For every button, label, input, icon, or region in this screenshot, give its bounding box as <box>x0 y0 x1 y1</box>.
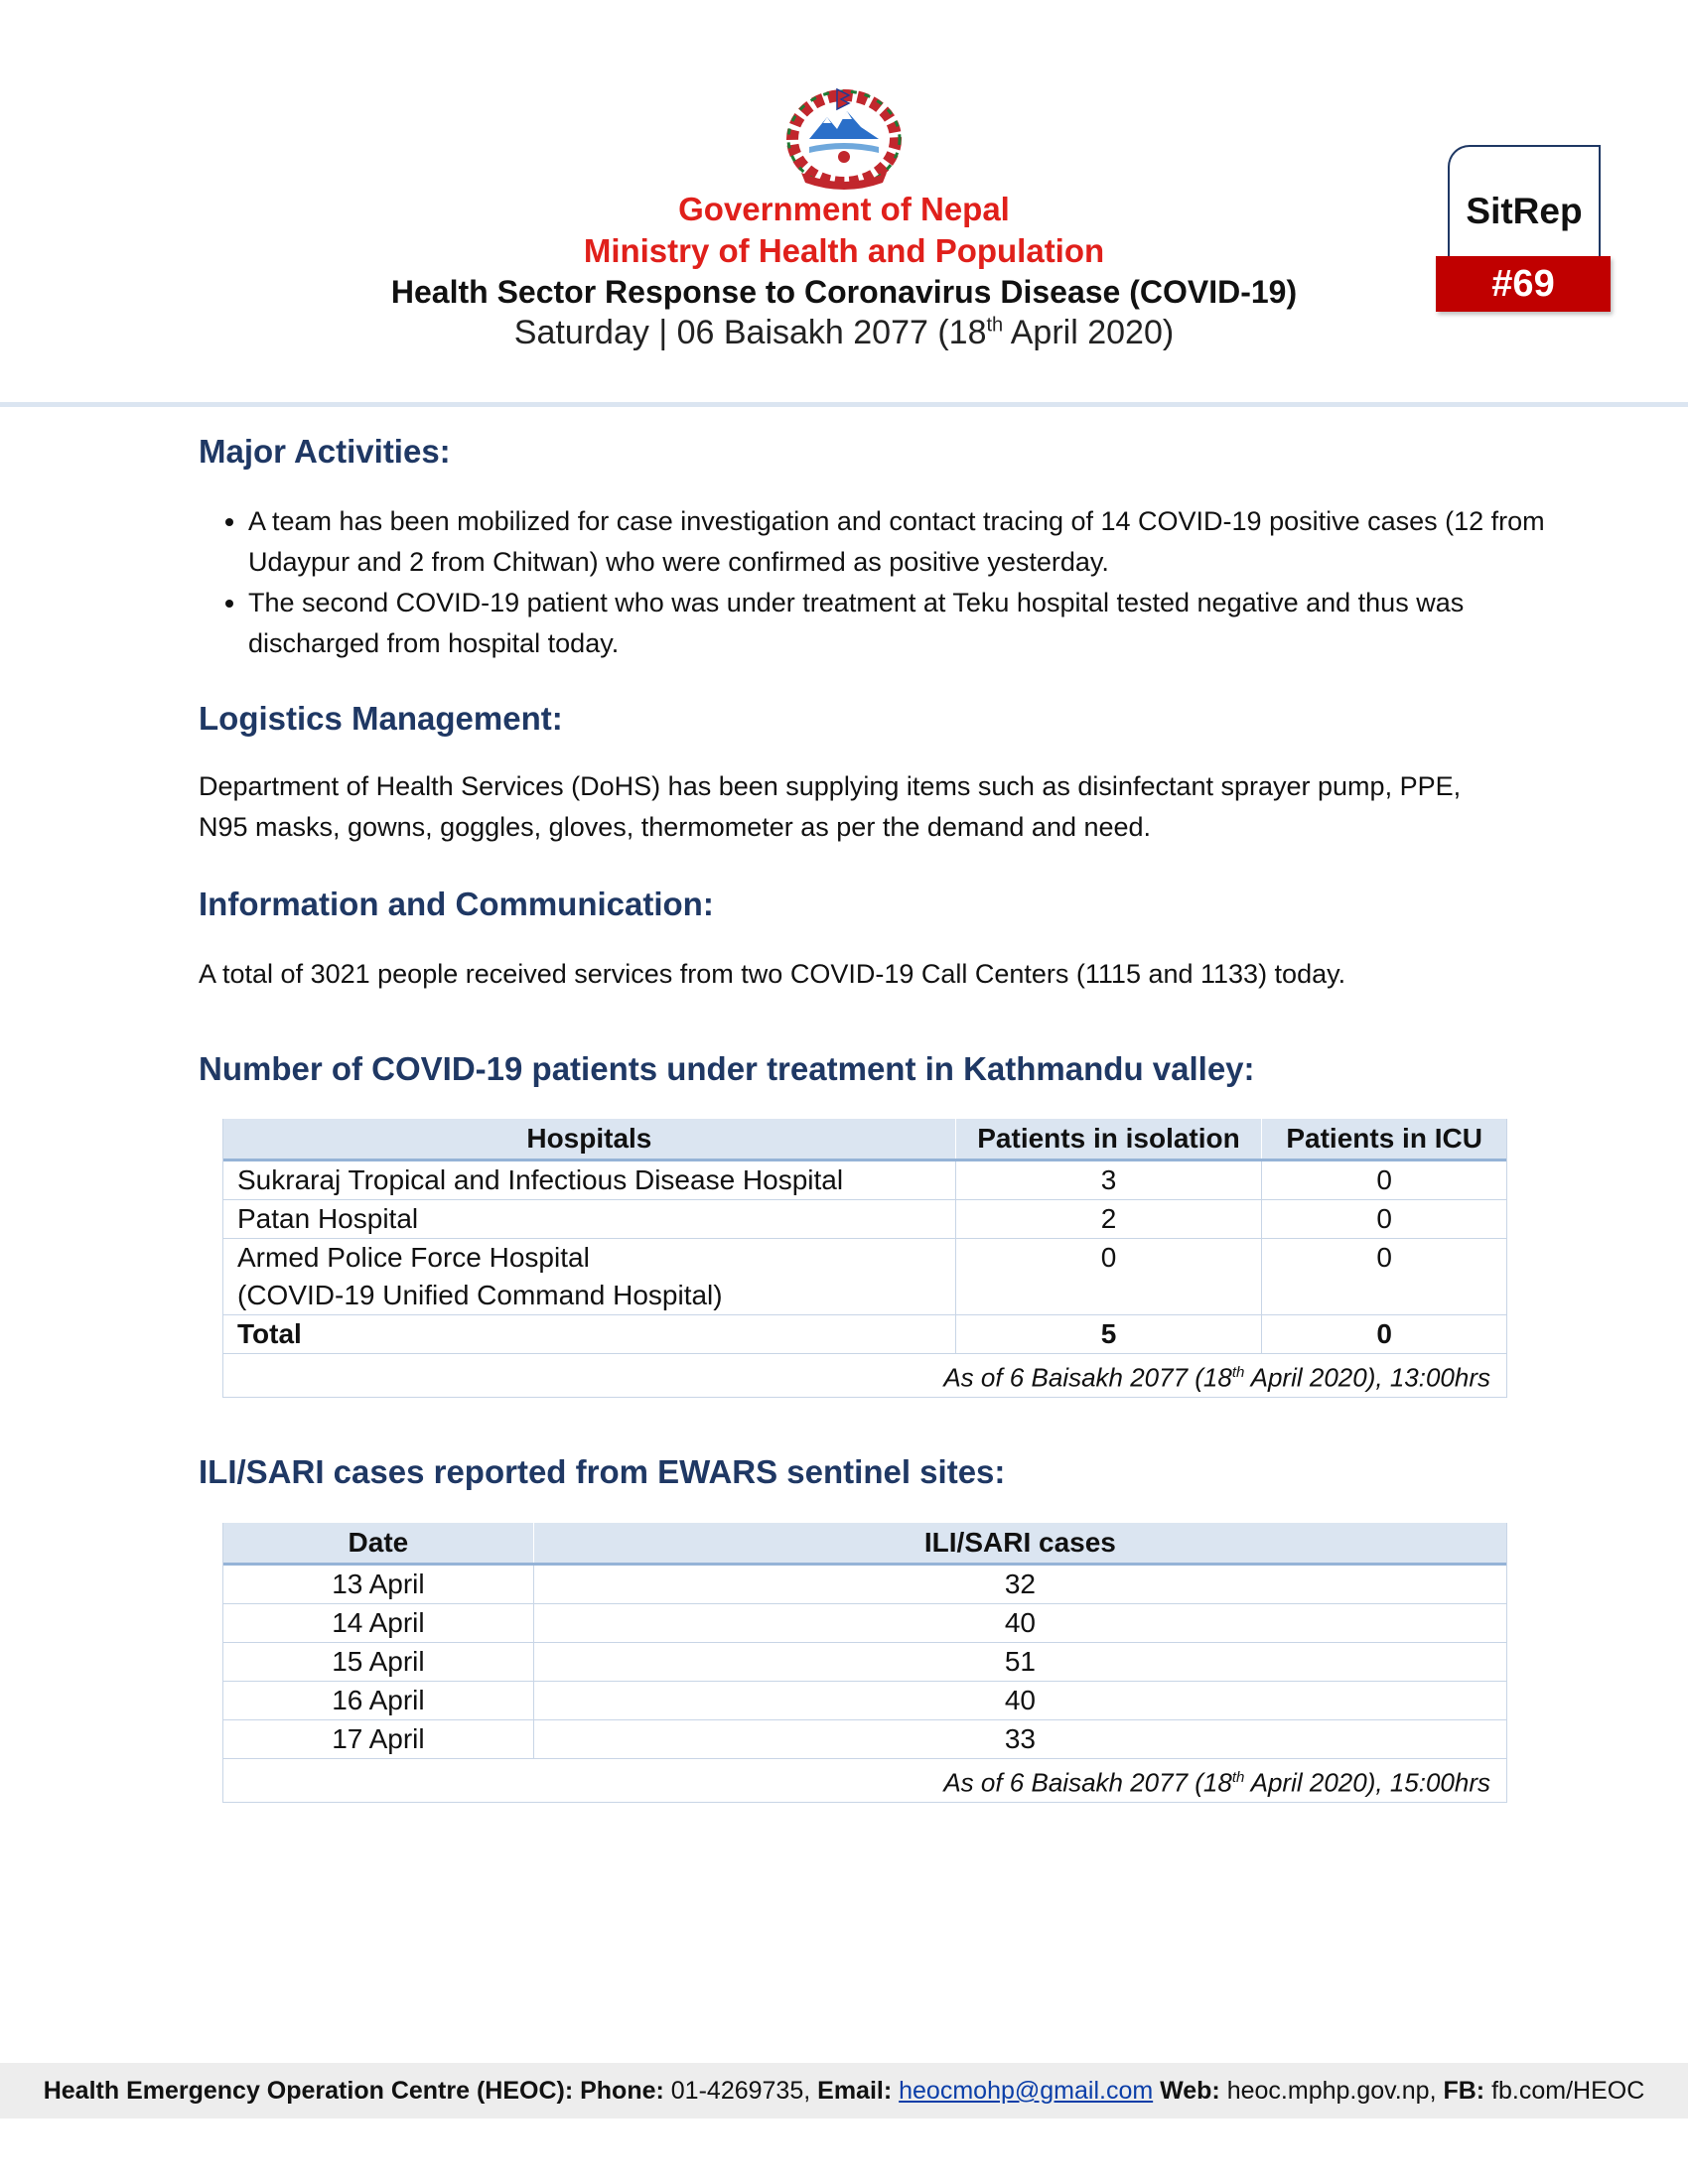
nepal-emblem-icon <box>779 87 909 197</box>
footer-fb-label: FB: <box>1443 2077 1492 2105</box>
icu-count: 0 <box>1262 1200 1506 1239</box>
ili-table-heading: ILI/SARI cases reported from EWARS sentinel sites: <box>199 1453 1006 1490</box>
icu-count: 0 <box>1262 1160 1506 1200</box>
sitrep-label: SitRep <box>1466 191 1583 231</box>
total-icu: 0 <box>1262 1315 1506 1354</box>
list-item: • A team has been mobilized for case investigation and contact tracing of 14 COVID-19 positive cases (12 from Udaypur and 2 from Chitwan) who were confirmed as positive yesterday. <box>248 501 1559 583</box>
hospital-name: Sukraraj Tropical and Infectious Disease Hospital <box>223 1160 955 1200</box>
info-comm-text: A total of 3021 people received services from two COVID-19 Call Centers (1115 and 1133) today. <box>199 959 1346 989</box>
patients-table-note <box>223 1354 1506 1398</box>
report-title: Health Sector Response to Coronavirus Disease (COVID-19) <box>390 274 1298 310</box>
table-row <box>223 1682 1506 1720</box>
total-isolation: 5 <box>955 1315 1262 1354</box>
isolation-count: 3 <box>955 1160 1262 1200</box>
footer-org-label: Health Emergency Operation Centre (HEOC): <box>43 2077 581 2105</box>
isolation-count: 2 <box>955 1200 1262 1239</box>
date-cell: 16 April <box>223 1682 533 1720</box>
note-text-end: April 2020), 13:00hrs <box>1244 1362 1490 1393</box>
footer-web: heoc.mphp.gov.np, <box>1226 2077 1444 2105</box>
ministry-title: Ministry of Health and Population <box>583 232 1105 269</box>
hospital-name-line: Armed Police Force Hospital <box>237 1242 590 1273</box>
col-icu: Patients in ICU <box>1262 1119 1506 1160</box>
table-header-row <box>223 1523 1506 1565</box>
footer-phone-label: Phone: <box>580 2077 671 2105</box>
cases-cell: 40 <box>533 1682 1506 1720</box>
cases-cell: 51 <box>533 1643 1506 1682</box>
note-text-end: April 2020), 15:00hrs <box>1244 1767 1490 1798</box>
footer-email-label: Email: <box>817 2077 900 2105</box>
header-divider <box>0 402 1688 407</box>
date-cell: 13 April <box>223 1565 533 1604</box>
ili-table-note <box>223 1759 1506 1803</box>
date-cell: 17 April <box>223 1720 533 1759</box>
footer-phone: 01-4269735, <box>670 2077 818 2105</box>
cases-cell: 32 <box>533 1565 1506 1604</box>
list-item: • The second COVID-19 patient who was under treatment at Teku hospital tested negative and thus was discharged from hospital today. <box>248 583 1559 664</box>
table-row <box>223 1720 1506 1759</box>
footer-email-link[interactable]: heocmohp@gmail.com <box>899 2077 1154 2105</box>
hospital-name <box>223 1239 955 1315</box>
footer-fb: fb.com/HEOC <box>1491 2077 1645 2105</box>
table-row <box>223 1604 1506 1643</box>
sitrep-number-badge: #69 <box>1436 256 1611 312</box>
info-comm-heading: Information and Communication: <box>199 886 714 922</box>
logistics-heading: Logistics Management: <box>199 700 563 737</box>
table-row <box>223 1160 1506 1200</box>
patients-table-heading: Number of COVID-19 patients under treatment in Kathmandu valley: <box>199 1050 1255 1087</box>
icu-count: 0 <box>1262 1239 1506 1315</box>
footer-web-label: Web: <box>1153 2077 1227 2105</box>
date-cell: 15 April <box>223 1643 533 1682</box>
note-text: As of 6 Baisakh 2077 (18 <box>943 1362 1232 1393</box>
report-date <box>0 314 1688 352</box>
table-total-row <box>223 1315 1506 1354</box>
ili-table-frame <box>222 1523 1507 1803</box>
total-label: Total <box>223 1315 955 1354</box>
cases-cell: 40 <box>533 1604 1506 1643</box>
logistics-text: Department of Health Services (DoHS) has been supplying items such as disinfectant sprayer pump, PPE, N95 masks, gowns, goggles, gloves, thermometer as per the demand and need. <box>199 771 1462 842</box>
patients-table <box>223 1119 1506 1398</box>
table-note-row <box>223 1759 1506 1803</box>
report-date-sup: th <box>986 314 1004 337</box>
note-sup: th <box>1231 1364 1245 1381</box>
ili-table <box>223 1523 1506 1803</box>
col-date: Date <box>223 1523 533 1565</box>
patients-table-frame <box>222 1119 1507 1398</box>
date-cell: 14 April <box>223 1604 533 1643</box>
report-date-main: Saturday | 06 Baisakh 2077 (18 <box>513 314 987 351</box>
cases-cell: 33 <box>533 1720 1506 1759</box>
table-note-row <box>223 1354 1506 1398</box>
col-hospitals: Hospitals <box>223 1119 955 1160</box>
table-row <box>223 1565 1506 1604</box>
report-date-end: April 2020) <box>1003 314 1175 351</box>
col-cases: ILI/SARI cases <box>533 1523 1506 1565</box>
major-activities-list <box>199 501 1559 664</box>
table-header-row <box>223 1119 1506 1160</box>
table-row <box>223 1239 1506 1315</box>
note-sup: th <box>1231 1769 1245 1786</box>
hospital-name-subline: (COVID-19 Unified Command Hospital) <box>237 1280 723 1310</box>
page-footer <box>0 2063 1688 2118</box>
table-row <box>223 1643 1506 1682</box>
hospital-name: Patan Hospital <box>223 1200 955 1239</box>
isolation-count: 0 <box>955 1239 1262 1315</box>
note-text: As of 6 Baisakh 2077 (18 <box>943 1767 1232 1798</box>
major-activities-heading: Major Activities: <box>199 433 451 470</box>
table-row <box>223 1200 1506 1239</box>
col-isolation: Patients in isolation <box>955 1119 1262 1160</box>
government-title: Government of Nepal <box>678 191 1010 227</box>
